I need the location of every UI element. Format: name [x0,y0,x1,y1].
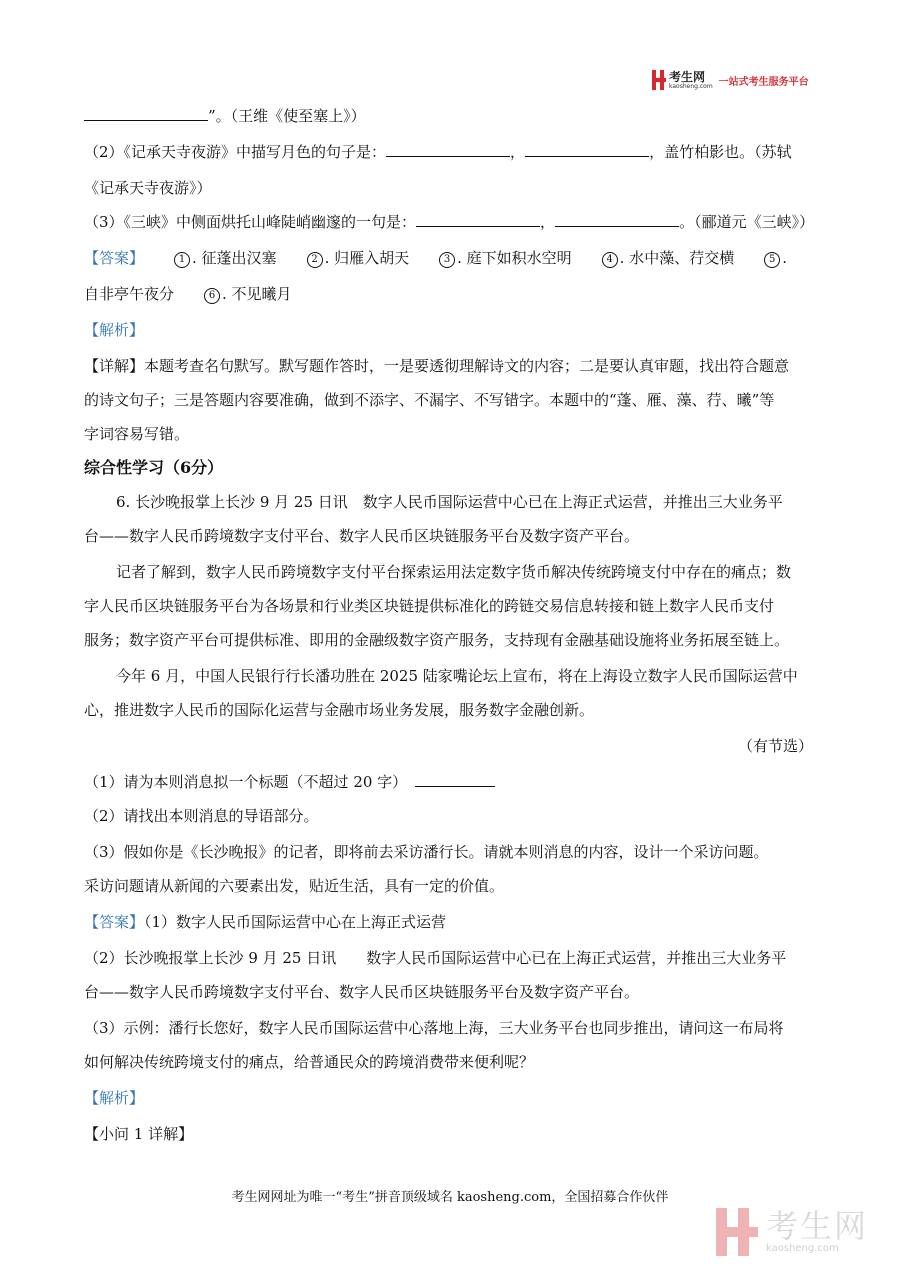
q5-answer-5: . [782,249,787,267]
q6-answer-2-line-1: （2）长沙晚报掌上长沙 9 月 25 日讯 数字人民币国际运营中心已在上海正式运营，并推出三大业务平 [84,949,787,967]
q6-answer-3-line-2: 如何解决传统跨境支付的痛点，给普通民众的跨境消费带来便利呢？ [84,1053,535,1071]
q5-answer-6: . 不见曦月 [222,285,292,303]
q5-detail-line-3: 字词容易写错。 [84,425,190,443]
q5-line2-text-b: ， [510,143,526,161]
q6-p3-line-1: 今年 6 月，中国人民银行行长潘功胜在 2025 陆家嘴论坛上宣布，将在上海设立数字人民币国际运营中 [116,667,798,685]
q6-sub-question-3-line-1: （3）假如你是《长沙晚报》的记者，即将前去采访潘行长。请就本则消息的内容，设计一个采访问题。 [84,843,769,861]
q6-sub-detail-tag: 【小问 1 详解】 [84,1125,194,1143]
q6-sub-question-2: （2）请找出本则消息的导语部分。 [84,807,319,825]
q5-line-3: 《记承天寺夜游》） [84,179,212,197]
answer-blank [416,212,540,227]
header-brand-name: 考生网 [669,69,706,84]
q5-answer-line-2 [84,284,292,304]
q5-answer-line-1 [84,248,787,268]
q5-line-4 [84,212,814,232]
option-number: 4 [602,252,618,268]
q5-answer-4: . 水中藻、荇交横 [619,249,735,267]
q5-analysis-tag: 【解析】 [84,321,145,339]
q5-line1-text: ”。（王维《使至塞上》） [208,107,366,125]
option-number: 2 [307,252,323,268]
q6-p3-line-2: 心，推进数字人民币的国际化运营与金融市场业务发展，服务数字金融创新。 [84,701,595,719]
q5-answer-1: . 征蓬出汉塞 [192,249,277,267]
q6-analysis-tag: 【解析】 [84,1089,145,1107]
q5-line2-text-c: ，盖竹柏影也。（苏轼 [649,143,792,161]
q6-sub1-text: （1）请为本则消息拟一个标题（不超过 20 字） [84,773,408,791]
q6-excerpt-note: （有节选） [738,737,814,755]
q6-sub-question-3-line-2: 采访问题请从新闻的六要素出发，贴近生活，具有一定的价值。 [84,877,505,895]
option-number: 1 [174,252,190,268]
q6-answer-line-1 [84,912,446,932]
q6-answer-2-line-2: 台——数字人民币跨境数字支付平台、数字人民币区块链服务平台及数字资产平台。 [84,983,640,1001]
q6-sub-question-1 [84,772,495,792]
q6-p2-line-2: 字人民币区块链服务平台为各场景和行业类区块链提供标准化的跨链交易信息转接和链上数字人民币支付 [84,597,775,615]
header-brand-domain: kaosheng.com [669,82,713,90]
answer-blank [555,212,679,227]
header-slogan: 一站式考生服务平台 [718,76,809,88]
header-logo [652,70,809,90]
option-number: 5 [764,252,780,268]
q6-p2-line-1: 记者了解到，数字人民币跨境数字支付平台探索运用法定数字货币解决传统跨境支付中存在的痛点；数 [116,563,792,581]
section-title: 综合性学习（6分） [84,458,224,477]
q5-detail-line-2: 的诗文句子；三是答题内容要准确，做到不添字、不漏字、不写错字。本题中的“蓬、雁、藻、荇、曦”等 [84,391,775,409]
q6-answer-1: （1）数字人民币国际运营中心在上海正式运营 [144,913,447,931]
q5-line4-text-c: 。（郦道元《三峡》） [679,213,815,231]
q5-line4-text-b: ， [540,213,556,231]
option-number: 6 [204,288,220,304]
answer-blank [415,772,495,787]
q5-line-2 [84,142,792,162]
q5-answer-5-cont: 自非亭午夜分 [84,285,175,303]
page-footer: 考生网网址为唯一“考生”拼音顶级域名 kaosheng.com，全国招募合作伙伴 [231,1190,669,1205]
watermark-domain: kaosheng.com [766,1243,839,1254]
q5-answer-3: . 庭下如积水空明 [457,249,572,267]
option-number: 3 [439,252,455,268]
q6-p1-line-1: 6. 长沙晚报掌上长沙 9 月 25 日讯 数字人民币国际运营中心已在上海正式运营，并推出三大业务平 [116,493,783,511]
q5-line-1 [84,106,366,126]
answer-blank [84,106,208,121]
watermark-logo-icon [716,1208,758,1256]
q5-detail-line-1: 【详解】本题考查名句默写。默写题作答时，一是要透彻理解诗文的内容；二是要认真审题，找出符合题意 [84,357,790,375]
answer-blank [386,142,510,157]
q5-line2-text-a: （2）《记承天寺夜游》中描写月色的句子是： [84,143,387,161]
q6-answer-3-line-1: （3）示例：潘行长您好，数字人民币国际运营中心落地上海，三大业务平台也同步推出，请问这一布局将 [84,1019,784,1037]
q6-p1-line-2: 台——数字人民币跨境数字支付平台、数字人民币区块链服务平台及数字资产平台。 [84,527,640,545]
q5-line4-text-a: （3）《三峡》中侧面烘托山峰陡峭幽邃的一句是： [84,213,417,231]
watermark-logo [716,1208,868,1256]
q5-answer-2: . 归雁入胡天 [324,249,410,267]
answer-tag: 【答案】 [84,913,145,931]
watermark-name: 考生网 [766,1207,869,1245]
brand-logo-icon [652,70,666,90]
q6-p2-line-3: 服务；数字资产平台可提供标准、即用的金融级数字资产服务，支持现有金融基础设施将业务拓展至链上。 [84,631,790,649]
answer-blank [525,142,649,157]
answer-tag: 【答案】 [84,249,145,267]
